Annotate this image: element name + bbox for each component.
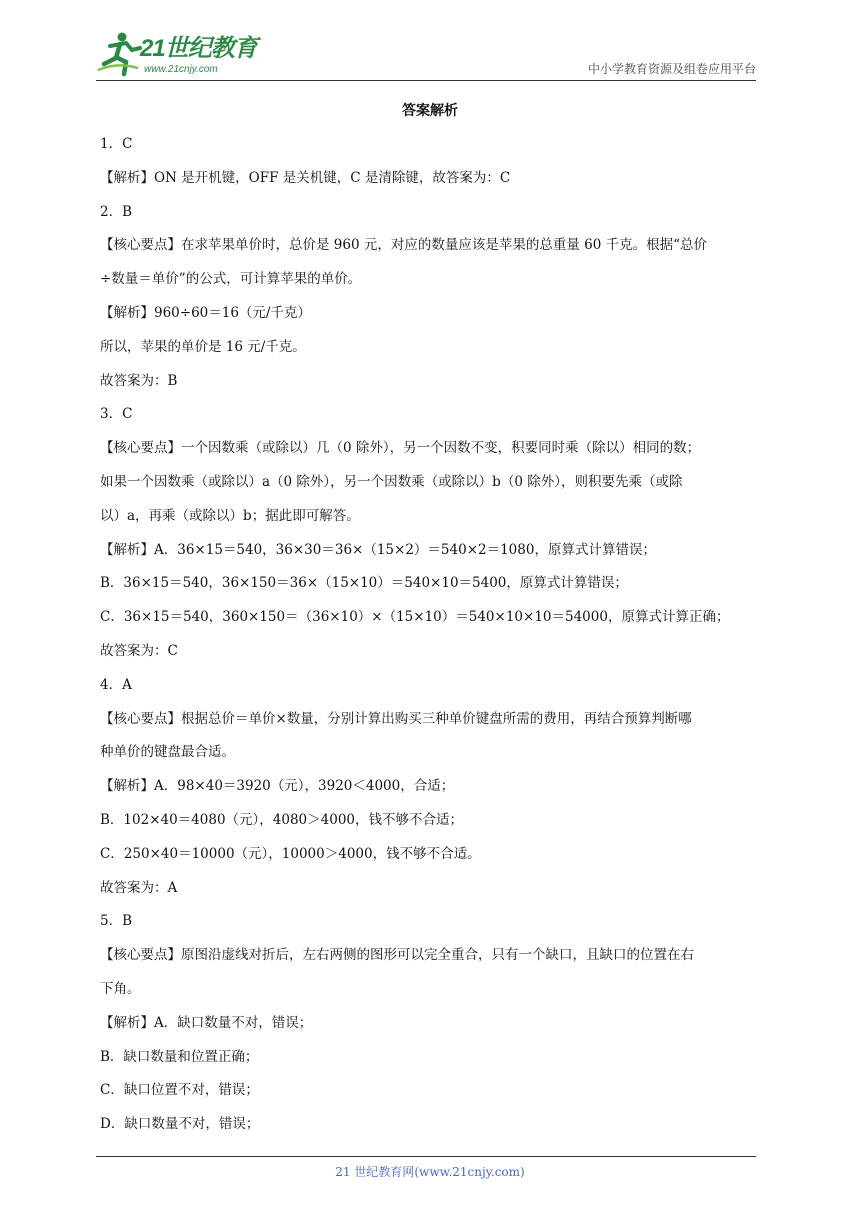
- site-logo: [96, 26, 276, 78]
- answer-line: 【解析】A．98×40＝3920（元），3920＜4000，合适；: [100, 778, 455, 795]
- answer-line: D．缺口数量不对，错误；: [100, 1116, 260, 1133]
- answer-line: 故答案为：C: [100, 642, 178, 659]
- answer-line: 以）a，再乘（或除以）b；据此即可解答。: [100, 507, 360, 524]
- answer-line: C．36×15＝540，360×150＝（36×10）×（15×10）＝540×10×10＝54000，原算式计算正确；: [100, 609, 730, 626]
- answer-line: 【核心要点】根据总价＝单价×数量，分别计算出购买三种单价键盘所需的费用，再结合预算判断哪: [100, 710, 692, 727]
- logo-url: www.21cnjy.com: [144, 64, 218, 75]
- answer-line: 【核心要点】在求苹果单价时，总价是 960 元，对应的数量应该是苹果的总重量 60 千克。根据“总价: [100, 237, 708, 254]
- page-header: [96, 26, 756, 81]
- answer-line: 种单价的键盘最合适。: [100, 744, 235, 761]
- header-platform-text: 中小学教育资源及组卷应用平台: [587, 62, 756, 76]
- answer-line: 【解析】960÷60＝16（元/千克）: [100, 304, 311, 321]
- answer-line: 1．C: [100, 136, 133, 152]
- footer-divider: [96, 1156, 756, 1157]
- answer-line: B．36×15＝540，36×150＝36×（15×10）＝540×10＝5400，原算式计算错误；: [100, 575, 628, 592]
- runner-logo-icon: [96, 26, 142, 78]
- page-title: 答案解析: [402, 103, 458, 119]
- answer-line: ÷数量＝单价”的公式，可计算苹果的单价。: [100, 271, 362, 288]
- answer-line: B．缺口数量和位置正确；: [100, 1048, 259, 1065]
- answer-line: 3．C: [100, 406, 133, 423]
- answer-line: C．缺口位置不对，错误；: [100, 1082, 259, 1099]
- answer-content: [100, 128, 760, 1142]
- answer-line: 【核心要点】原图沿虚线对折后，左右两侧的图形可以完全重合，只有一个缺口，且缺口的位置在右: [100, 947, 694, 964]
- answer-line: 2．B: [100, 203, 133, 220]
- answer-line: 【核心要点】一个因数乘（或除以）几（0 除外），另一个因数不变，积要同时乘（除以）相同的数；: [100, 440, 701, 457]
- answer-line: 下角。: [100, 980, 141, 997]
- answer-line: 5．B: [100, 913, 133, 930]
- answer-line: 所以，苹果的单价是 16 元/千克。: [100, 338, 306, 355]
- answer-line: 【解析】A．36×15＝540，36×30＝36×（15×2）＝540×2＝1080，原算式计算错误；: [100, 541, 656, 558]
- answer-line: 【解析】ON 是开机键，OFF 是关机键，C 是清除键，故答案为：C: [100, 169, 511, 186]
- answer-line: 故答案为：A: [100, 879, 178, 896]
- logo-text: 21世纪教育: [140, 35, 257, 62]
- answer-line: B．102×40＝4080（元），4080＞4000，钱不够不合适；: [100, 811, 463, 828]
- answer-line: 如果一个因数乘（或除以）a（0 除外），另一个因数乘（或除以）b（0 除外），则积要先乘（或除: [100, 473, 683, 490]
- answer-line: 【解析】A．缺口数量不对，错误；: [100, 1014, 313, 1031]
- answer-line: 故答案为：B: [100, 372, 178, 389]
- answer-line: 4．A: [100, 676, 132, 693]
- answer-line: C．250×40＝10000（元），10000＞4000，钱不够不合适。: [100, 845, 481, 862]
- page-footer[interactable]: 21 世纪教育网(www.21cnjy.com): [335, 1165, 525, 1179]
